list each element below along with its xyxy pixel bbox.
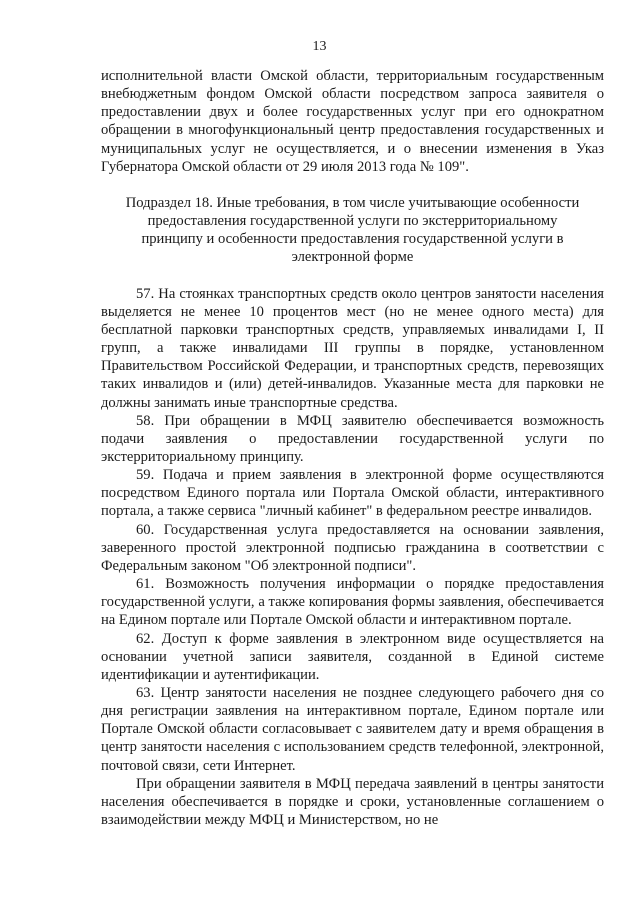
paragraph-63: 63. Центр занятости населения не позднее следующего рабочего дня со дня регистрации заявления на интерактивном портале, Едином портале или Портале Омской области согласовывает с заявителем дату и время обращения в центр занятости населения с использованием средств телефонной, электронной, почтовой связи, сети Интернет. bbox=[101, 685, 604, 774]
paragraph-61: 61. Возможность получения информации о порядке предоставления государственной услуги, а также копирования формы заявления, обеспечивается на Едином портале или Портале Омской области и интерактивном портале. bbox=[101, 576, 604, 629]
paragraph-59: 59. Подача и прием заявления в электронной форме осуществляются посредством Единого портала или Портала Омской области, интерактивного портала, а также сервиса "личный кабинет" в федеральном реестре инвалидов. bbox=[101, 467, 604, 520]
paragraph-57: 57. На стоянках транспортных средств около центров занятости населения выделяется не менее 10 процентов мест (но не менее одного места) для бесплатной парковки транспортных средств, управляемых инвалидами I, II групп, а также инвалидами III группы в порядке, установленном Правительством Российской Федерации, и транспортных средств, перевозящих таких инвалидов и (или) детей-инвалидов. Указанные места для парковки не должны занимать иные транспортные средства. bbox=[101, 285, 604, 411]
paragraph-60: 60. Государственная услуга предоставляется на основании заявления, заверенного простой электронной подписью гражданина в соответствии с Федеральным законом "Об электронной подписи". bbox=[101, 521, 604, 574]
continuation-paragraph: исполнительной власти Омской области, территориальным государственным внебюджетным фондом Омской области посредством запроса заявителя о предоставлении двух и более государственных услуг при его однократном обращении в многофункциональный центр предоставления государственных и муниципальных услуг не осуществляется, и о внесении изменения в Указ Губернатора Омской области от 29 июля 2013 года № 109". bbox=[101, 68, 604, 175]
paragraph-mfc-transfer: При обращении заявителя в МФЦ передача заявлений в центры занятости населения обеспечивается в порядке и сроки, установленные соглашением о взаимодействии между МФЦ и Министерством, но не bbox=[101, 775, 604, 829]
paragraph-58: 58. При обращении в МФЦ заявителю обеспечивается возможность подачи заявления о предоставлении государственной услуги по экстерриториальному принципу. bbox=[101, 412, 604, 465]
page-number: 13 bbox=[312, 39, 327, 54]
document-body bbox=[101, 67, 604, 829]
paragraph-62: 62. Доступ к форме заявления в электронном виде осуществляется на основании учетной записи заявителя, созданной в Единой системе идентификации и аутентификации. bbox=[101, 630, 604, 683]
section-heading: Подраздел 18. Иные требования, в том числе учитывающие особенности предоставления государственной услуги по экстерриториальному принципу и особенности предоставления государственной услуги в электронной форме bbox=[125, 194, 580, 266]
